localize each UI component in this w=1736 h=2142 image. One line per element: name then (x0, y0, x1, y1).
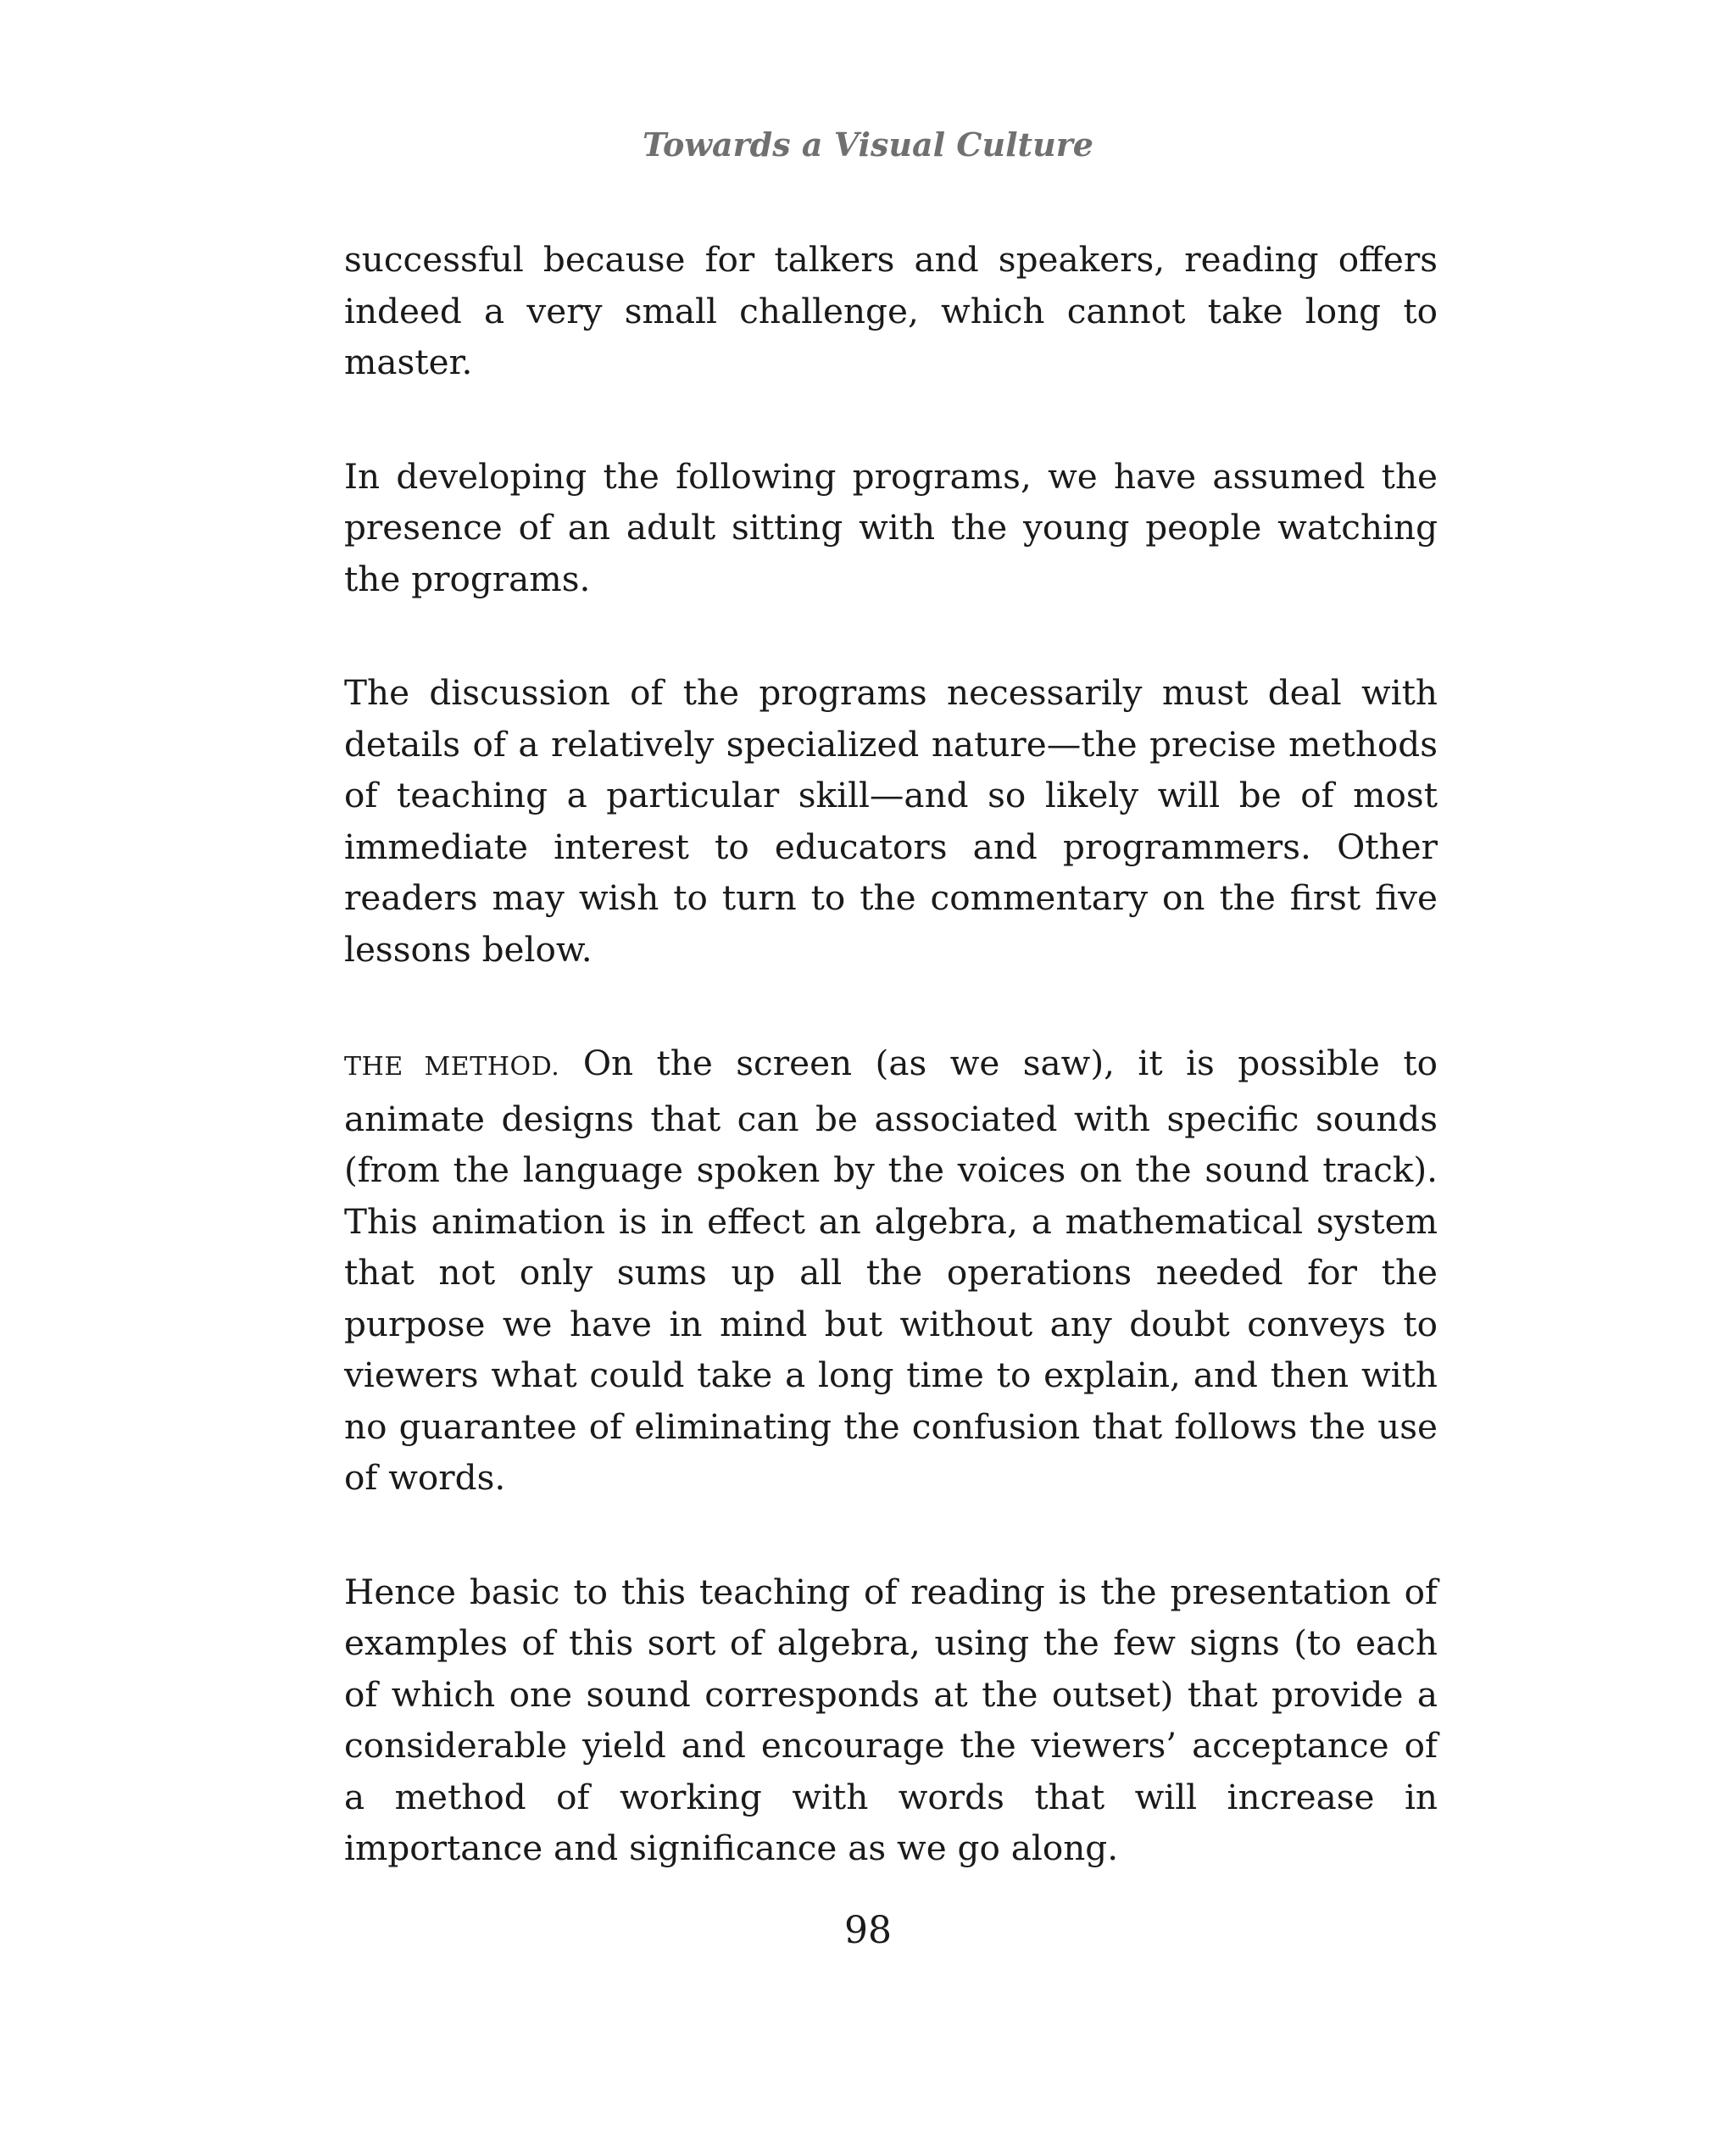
body-text (344, 234, 1438, 1937)
paragraph-4-text: On the screen (as we saw), it is possible to animate designs that can be associated with specific sounds (from the language spoken by the voices on the sound track). This animation is in effect an algebra, a mathematical system that not only sums up all the operations needed for the purpose we have in mind but without any doubt conveys to viewers what could take a long time to explain, and then with no guarantee of eliminating the confusion that follows the use of words. (344, 1043, 1438, 1498)
paragraph-2: In developing the following programs, we have assumed the presence of an adult sitting with the young people watching the programs. (344, 455, 1438, 599)
section-heading-the-method: THE METHOD. (344, 1052, 560, 1082)
paragraph-1: successful because for talkers and speakers, reading offers indeed a very small challenge, which cannot take long to master. (344, 239, 1438, 382)
paragraph-4 (344, 1038, 1438, 1504)
running-head-title: Towards a Visual Culture (643, 125, 1093, 164)
page-number: 98 (844, 1909, 892, 1952)
paragraph-3: The discussion of the programs necessarily must deal with details of a relatively specialized nature—the precise methods of teaching a particular skill—and so likely will be of most immediate interest to educators and programmers. Other readers may wish to turn to the commentary on the first five lessons below. (344, 672, 1438, 970)
paragraph-5: Hence basic to this teaching of reading is the presentation of examples of this sort of algebra, using the few signs (to each of which one sound corresponds at the outset) that provide a considerable yield and encourage the viewers’ acceptance of a method of working with words that will increase in importance and significance as we go along. (344, 1571, 1438, 1868)
